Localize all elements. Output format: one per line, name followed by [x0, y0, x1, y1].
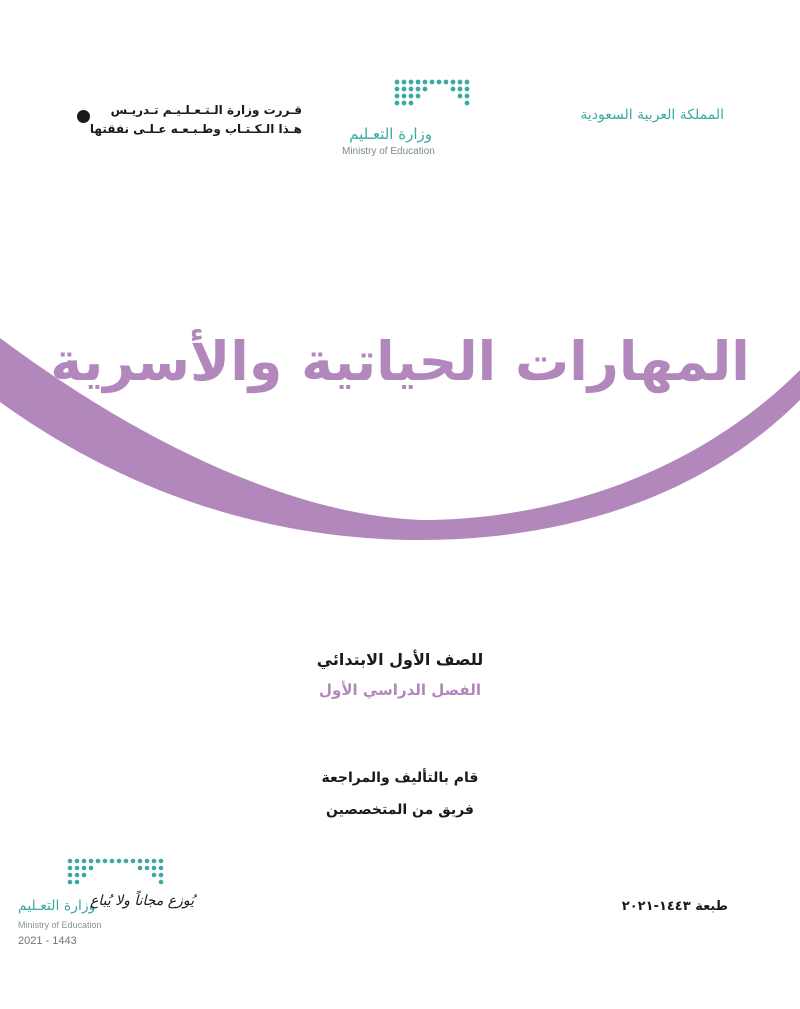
ministry-name-ar: وزارة التعـليم [349, 125, 432, 143]
footer-years: 2021 - 1443 [18, 935, 77, 947]
grade-label: للصف الأول الابتدائي [316, 650, 484, 669]
approval-decree [90, 101, 302, 139]
kingdom-label: المملكة العربية السعودية [580, 107, 724, 123]
decree-line-2: هـذا الـكـتـاب وطـبـعـه عـلـى نفقتها [89, 122, 302, 136]
ministry-name-en: Ministry of Education [342, 146, 435, 157]
book-title: المهارات الحياتية والأسرية [50, 330, 750, 393]
team-label: فريق من المتخصصين [326, 802, 474, 818]
footer-ministry-logo-icon [60, 856, 170, 896]
decree-line-1: قـررت وزارة الـتـعـلـيـم تـدريـس [110, 103, 302, 117]
bullet-dot-icon [77, 110, 90, 123]
edition-label: طبعة ١٤٤٣-٢٠٢١ [621, 899, 728, 914]
free-distribution-stamp: يُوزع مجاناً ولا يُباع [90, 893, 195, 909]
footer-ministry-name-ar: وزارة التعـليم [18, 898, 96, 914]
authored-by-label: قام بالتأليف والمراجعة [321, 770, 479, 786]
footer-ministry-name-en: Ministry of Education [18, 920, 102, 930]
semester-label: الفصل الدراسي الأول [319, 681, 481, 699]
